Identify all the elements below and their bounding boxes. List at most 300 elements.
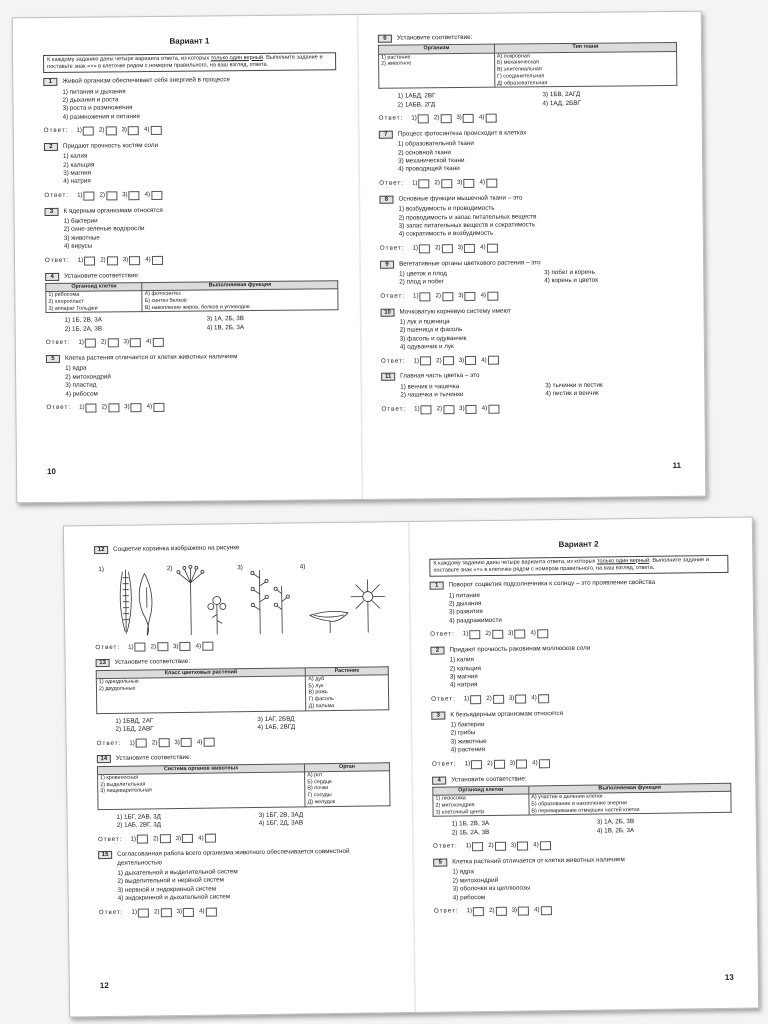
answer-label: Ответ:	[46, 404, 72, 412]
answer-option-text: 4) натрия	[449, 681, 478, 689]
answer-checkbox[interactable]	[463, 179, 474, 188]
answer-option-text: 1) 1БГ, 2АВ, 3Д	[116, 812, 161, 821]
answer-option	[481, 291, 499, 300]
answer-checkbox[interactable]	[469, 630, 480, 639]
answer-checkbox[interactable]	[421, 405, 432, 414]
answer-checkbox[interactable]	[465, 292, 476, 301]
task-5	[46, 352, 340, 413]
answer-option	[151, 643, 169, 652]
answer-option	[99, 126, 117, 135]
answer-checkbox[interactable]	[463, 114, 474, 123]
answer-checkbox[interactable]	[443, 405, 454, 414]
answer-option	[124, 403, 142, 412]
answer-option-number: 3)	[121, 126, 128, 134]
answer-checkbox[interactable]	[161, 908, 172, 917]
task-9	[380, 258, 679, 302]
answer-option	[76, 126, 94, 135]
task-number: 10	[380, 308, 394, 316]
answer-option-text: 1) питания	[448, 591, 480, 600]
answer-checkbox[interactable]	[470, 695, 481, 704]
answer-checkbox[interactable]	[129, 191, 140, 200]
table-item: В) эпителиальная	[496, 66, 542, 73]
answer-checkbox[interactable]	[486, 178, 497, 187]
right-column	[305, 771, 390, 807]
task-number: 12	[94, 546, 108, 554]
answer-label: Ответ:	[96, 739, 122, 747]
answer-label: Ответ:	[97, 835, 123, 843]
answer-option-text: 3) животные	[63, 234, 100, 242]
answer-checkbox[interactable]	[494, 759, 505, 768]
table-item: В) почки	[307, 785, 329, 792]
figure-label: 1)	[98, 566, 105, 574]
answer-option	[199, 907, 217, 916]
column-header: Класс цветковых растений	[96, 668, 306, 679]
answer-option-number: 2)	[487, 759, 493, 767]
answer-option-number: 1)	[414, 405, 420, 413]
answer-option-number: 2)	[99, 191, 106, 199]
answer-option-text: 1) венчик и чашечка	[400, 382, 460, 391]
page-11	[358, 12, 708, 499]
column-header: Растение	[306, 667, 389, 676]
answer-option-number: 2)	[436, 405, 443, 413]
column-header: Органоид клетки	[46, 282, 142, 291]
answer-checkbox[interactable]	[128, 126, 139, 135]
answer-option-number: 4)	[199, 907, 205, 915]
answer-checkbox[interactable]	[83, 126, 94, 135]
answer-checkbox[interactable]	[495, 842, 506, 851]
task-question: Придают прочность раковинам моллюсков соли	[449, 644, 591, 654]
answer-option	[534, 906, 552, 915]
answer-checkbox[interactable]	[418, 179, 429, 188]
answer-option-text: 3) тычинки и пестик	[545, 381, 603, 390]
answer-options	[431, 718, 730, 755]
answer-checkbox[interactable]	[420, 357, 431, 366]
task-header	[46, 352, 339, 363]
answer-option	[510, 759, 528, 768]
answer-option-number: 4)	[530, 629, 537, 637]
answer-checkbox[interactable]	[84, 256, 95, 265]
answer-row	[44, 189, 337, 201]
answer-option-number: 4)	[481, 356, 487, 364]
answer-option	[100, 256, 118, 265]
answer-label: Ответ:	[44, 256, 70, 264]
task-number: 5	[46, 355, 60, 363]
answer-option-text: 2) 1БД, 2АВГ	[115, 725, 154, 733]
task-number: 6	[378, 35, 392, 43]
answer-checkbox[interactable]	[473, 907, 484, 916]
table-item: Д) образовательная	[497, 79, 548, 87]
answer-option-text: 4) рибосом	[452, 893, 486, 901]
answer-label: Ответ:	[432, 842, 458, 851]
answer-row	[97, 736, 390, 749]
answer-checkbox[interactable]	[471, 760, 482, 769]
answer-option-number: 1)	[462, 630, 469, 638]
answer-checkbox[interactable]	[442, 292, 453, 301]
answer-option	[147, 403, 165, 412]
task-11	[381, 370, 680, 414]
answer-option-number: 4)	[144, 191, 151, 199]
answer-option	[459, 356, 477, 365]
answer-option	[465, 760, 483, 769]
answer-options	[96, 714, 389, 735]
answer-option-number: 1)	[411, 114, 417, 122]
answer-checkbox[interactable]	[537, 629, 548, 638]
answer-option-text: 3) 1А, 2Б, 3В	[206, 315, 245, 323]
answer-option	[78, 339, 96, 348]
answer-option	[508, 629, 526, 638]
answer-option-number: 3)	[122, 191, 128, 199]
instruction-text: К каждому заданию даны четыре варианта ответа, из которых	[47, 55, 211, 63]
answer-option	[464, 695, 482, 704]
answer-checkbox[interactable]	[157, 643, 168, 652]
answer-option	[122, 191, 140, 200]
task-number: 9	[380, 260, 394, 268]
answer-checkbox[interactable]	[206, 907, 217, 916]
table-item: Г) фасоль	[308, 696, 334, 703]
answer-checkbox[interactable]	[131, 403, 142, 412]
answer-checkbox[interactable]	[464, 243, 475, 252]
answer-options	[381, 381, 680, 401]
answer-option-number: 1)	[465, 842, 472, 850]
answer-option	[123, 338, 141, 347]
answer-option-number: 2)	[101, 403, 108, 411]
answer-option-text: 3) магния	[449, 673, 478, 681]
answer-checkbox[interactable]	[488, 356, 499, 365]
answer-checkbox[interactable]	[440, 114, 451, 123]
answer-checkbox[interactable]	[107, 256, 118, 265]
answer-option-number: 2)	[150, 643, 157, 651]
answer-row	[46, 401, 339, 413]
answer-checkbox[interactable]	[541, 906, 552, 915]
answer-checkbox[interactable]	[487, 291, 498, 300]
answer-label: Ответ:	[43, 127, 69, 135]
answer-options	[98, 810, 391, 831]
answer-checkbox[interactable]	[466, 404, 477, 413]
table-item: 2) животное	[381, 60, 412, 68]
task-header	[379, 128, 678, 139]
answer-label: Ответ:	[381, 405, 407, 413]
answer-options	[380, 268, 679, 288]
answer-option-number: 3)	[175, 834, 182, 842]
answer-checkbox[interactable]	[514, 629, 525, 638]
answer-options	[46, 363, 339, 399]
answer-option-number: 3)	[458, 292, 464, 300]
answer-checkbox[interactable]	[487, 243, 498, 252]
answer-checkbox[interactable]	[203, 738, 214, 747]
answer-checkbox[interactable]	[418, 114, 429, 123]
answer-checkbox[interactable]	[488, 404, 499, 413]
answer-option-number: 1)	[78, 339, 85, 347]
figure-3[interactable]	[237, 564, 296, 637]
answer-option-text: 4) рибосом	[65, 390, 98, 398]
answer-checkbox[interactable]	[517, 842, 528, 851]
answer-option-text: 3) 1БГ, 2В, 3АД	[258, 811, 304, 819]
answer-checkbox[interactable]	[108, 403, 119, 412]
answer-option-number: 4)	[480, 243, 486, 251]
answer-checkbox[interactable]	[538, 694, 549, 703]
figure-1[interactable]	[98, 566, 163, 639]
answer-option	[176, 834, 194, 843]
answer-option-text: 3) животные	[450, 737, 487, 746]
task-14	[97, 752, 391, 845]
table-item: 1) лизосома	[435, 795, 466, 802]
answer-checkbox[interactable]	[485, 114, 496, 123]
answer-row	[380, 242, 679, 254]
answer-checkbox[interactable]	[472, 842, 483, 851]
answer-row	[95, 640, 388, 653]
answer-option-text: 2) плод и побег	[399, 278, 445, 286]
answer-option-text: 4) натрия	[63, 177, 91, 186]
answer-row	[99, 905, 392, 918]
answer-option	[152, 739, 170, 748]
answer-row	[379, 177, 678, 189]
answer-option-text: 1) 1АБД, 2ВГ	[397, 92, 436, 100]
page-13	[409, 517, 760, 1011]
task-question: Вегетативные органы цветкового растения – это	[399, 258, 541, 268]
figure-2[interactable]	[167, 565, 234, 638]
answer-option-text: 4) корень и цветок	[544, 277, 598, 285]
answer-option-text: 3) развития	[448, 608, 483, 616]
answer-checkbox[interactable]	[86, 403, 97, 412]
figure-label: 2)	[166, 565, 173, 573]
answer-row	[432, 756, 731, 769]
answer-option	[413, 244, 431, 253]
page-number: 10	[47, 467, 56, 477]
answer-checkbox[interactable]	[518, 906, 529, 915]
answer-checkbox[interactable]	[107, 338, 118, 347]
answer-option	[129, 739, 147, 748]
task-question: Установите соответствие:	[64, 271, 140, 280]
answer-option	[466, 842, 484, 851]
answer-option	[435, 244, 453, 253]
table-item: 2) хлоропласт	[48, 298, 84, 305]
answer-label: Ответ:	[44, 191, 70, 200]
answer-checkbox[interactable]	[492, 630, 503, 639]
table-item: А) участие в делении клетки	[531, 793, 603, 801]
task-6	[378, 32, 678, 124]
answer-option	[533, 841, 551, 850]
figure-label: 3)	[237, 564, 243, 572]
answer-label: Ответ:	[430, 630, 455, 639]
answer-checkbox[interactable]	[516, 759, 527, 768]
table-item: 3) аппарат Гольджи	[48, 305, 98, 312]
answer-option-text: 1) питания и дыхания	[62, 87, 126, 96]
answer-option-number: 2)	[151, 739, 158, 747]
task-question: К ядерным организмам относятся	[63, 206, 163, 215]
page-number: 13	[724, 973, 734, 983]
answer-row	[381, 354, 680, 366]
answer-option-text: 1) возбудимость и проводимость	[398, 204, 495, 213]
page-10	[13, 15, 363, 502]
answer-checkbox[interactable]	[160, 835, 171, 844]
answer-checkbox[interactable]	[137, 835, 148, 844]
answer-option-number: 1)	[466, 907, 473, 915]
answer-option-text: 1) 1БВД, 2АГ	[115, 717, 154, 725]
answer-option-number: 4)	[145, 338, 152, 346]
answer-option-text: 2) чашечка и тычинки	[400, 391, 464, 399]
answer-option	[145, 191, 163, 200]
answer-option-number: 4)	[196, 738, 203, 746]
answer-checkbox[interactable]	[515, 694, 526, 703]
answer-checkbox[interactable]	[540, 841, 551, 850]
answer-checkbox[interactable]	[84, 191, 95, 200]
answer-option-number: 4)	[531, 694, 537, 702]
answer-option-text: 1) дыхательной и выделительной систем	[117, 868, 238, 877]
answer-label: Ответ:	[380, 292, 406, 300]
answer-option-number: 1)	[463, 695, 470, 703]
answer-option	[458, 292, 476, 301]
answer-option-text: 3) механической ткани	[398, 157, 465, 165]
answer-checkbox[interactable]	[136, 739, 147, 748]
answer-checkbox[interactable]	[182, 834, 193, 843]
task-question: Установите соответствие:	[451, 775, 527, 784]
answer-label: Ответ:	[379, 244, 405, 252]
task-12	[94, 542, 388, 652]
answer-option-number: 1)	[412, 244, 419, 252]
answer-option-text: 1) бактерии	[450, 721, 485, 729]
answer-checkbox[interactable]	[205, 834, 216, 843]
task-question: Клетка растений отличается от клетки животных наличием	[452, 856, 625, 866]
answer-option	[198, 834, 216, 843]
answer-checkbox[interactable]	[419, 244, 430, 253]
answer-checkbox[interactable]	[441, 179, 452, 188]
task-question: Поворот соцветия подсолнечника к солнцу – это проявление свойства	[448, 578, 656, 589]
table-item: В) накопление жиров, белков и углеводов	[144, 303, 250, 311]
answer-checkbox[interactable]	[496, 907, 507, 916]
task-question: Установите соответствие:	[115, 754, 192, 763]
answer-label: Ответ:	[45, 339, 71, 347]
figure-4[interactable]	[300, 563, 389, 636]
answer-checkbox[interactable]	[202, 642, 213, 651]
table-item: А) фотосинтез	[144, 290, 181, 298]
answer-row	[381, 402, 680, 414]
answer-option-text: 4) пестик и венчик	[545, 389, 599, 398]
answer-checkbox[interactable]	[153, 403, 164, 412]
answer-option-number: 4)	[143, 126, 150, 134]
answer-option	[436, 357, 454, 366]
answer-checkbox[interactable]	[539, 759, 550, 768]
task-question: Живой организм обеспечивает себя энергией в процессе	[62, 76, 231, 85]
answer-checkbox[interactable]	[85, 339, 96, 348]
table-item: А) покровная	[496, 52, 530, 60]
answer-checkbox[interactable]	[151, 191, 162, 200]
answer-option-number: 4)	[146, 403, 153, 411]
matching-table	[96, 666, 390, 714]
answer-option-number: 2)	[433, 114, 440, 122]
answer-option	[197, 738, 215, 747]
answer-option-number: 4)	[145, 255, 151, 263]
answer-checkbox[interactable]	[129, 256, 140, 265]
matching-table	[45, 280, 338, 313]
answer-option-number: 4)	[481, 404, 488, 412]
answer-checkbox[interactable]	[442, 244, 453, 253]
answer-checkbox[interactable]	[465, 356, 476, 365]
answer-checkbox[interactable]	[152, 255, 163, 264]
answer-checkbox[interactable]	[181, 738, 192, 747]
task-header	[378, 32, 677, 43]
answer-option-text: 3) 1А, 2Б, 3В	[596, 818, 635, 826]
answer-option-number: 1)	[130, 835, 137, 843]
answer-option-text: 3) 1БВ, 2АГД	[542, 91, 581, 99]
answer-option-text: 4) вирусы	[63, 242, 93, 251]
book-spread-top	[12, 11, 707, 504]
task-number: 1	[43, 78, 57, 86]
answer-option-text: 2) митохондрий	[452, 876, 499, 885]
answer-row	[433, 839, 732, 852]
answer-option-text: 3) 1АГ, 2БВД	[257, 715, 295, 723]
answer-checkbox[interactable]	[106, 191, 117, 200]
task-header	[380, 306, 679, 317]
task-number: 5	[433, 859, 447, 867]
inflorescence-figures	[94, 557, 388, 639]
answer-checkbox[interactable]	[105, 126, 116, 135]
answer-options	[381, 316, 680, 352]
task-number: 7	[379, 131, 393, 139]
answer-checkbox[interactable]	[493, 695, 504, 704]
answer-option-number: 2)	[436, 357, 442, 365]
answer-checkbox[interactable]	[150, 126, 161, 135]
answer-option-number: 1)	[131, 908, 138, 916]
answer-checkbox[interactable]	[152, 338, 163, 347]
variant-2-title: Вариант 2	[558, 539, 599, 550]
answer-checkbox[interactable]	[180, 642, 191, 651]
answer-option-text: 2) 1Б, 2А, 3В	[451, 828, 490, 837]
table-item: Д) желудок	[307, 798, 336, 806]
answer-checkbox[interactable]	[138, 908, 149, 917]
answer-option	[466, 907, 484, 916]
answer-checkbox[interactable]	[420, 292, 431, 301]
answer-checkbox[interactable]	[158, 739, 169, 748]
table-item: 1) кровеносная	[100, 774, 139, 781]
answer-checkbox[interactable]	[183, 907, 194, 916]
answer-option	[78, 256, 96, 265]
answer-checkbox[interactable]	[443, 357, 454, 366]
answer-option-text: 4) размножения и питания	[62, 112, 140, 121]
answer-checkbox[interactable]	[135, 643, 146, 652]
answer-checkbox[interactable]	[130, 338, 141, 347]
task-10	[380, 306, 680, 367]
answer-option	[436, 292, 454, 301]
answer-option-number: 1)	[77, 191, 83, 199]
answer-option	[485, 630, 503, 639]
task-v2-3	[431, 708, 731, 770]
answer-option-text: 1) лук и пшеница	[399, 318, 450, 326]
answer-row	[98, 832, 391, 845]
answer-option-text: 2) митохондрий	[65, 373, 111, 381]
answer-option-number: 4)	[532, 759, 538, 767]
task-3	[45, 205, 339, 266]
answer-option-number: 4)	[480, 291, 487, 299]
task-header	[381, 370, 680, 381]
answer-option	[174, 738, 192, 747]
answer-option-text: 3) магния	[63, 169, 92, 177]
answer-option	[434, 114, 452, 123]
answer-options	[379, 138, 678, 174]
answer-option-text: 2) выделительной и нервной систем	[117, 876, 224, 886]
answer-option	[479, 114, 497, 123]
right-column	[142, 289, 338, 312]
answer-option-text: 2) 1АБ, 2ВГ, 3Д	[116, 821, 162, 829]
answer-option	[532, 759, 550, 768]
answer-option-text: 3) пластид	[65, 381, 97, 389]
answer-option-number: 1)	[412, 292, 419, 300]
task-number: 2	[430, 647, 444, 655]
column-header: Органоид клетки	[433, 786, 529, 795]
table-item: 2) митохондрия	[435, 802, 475, 809]
answer-row	[380, 290, 679, 302]
table-item: Б) синтез белков	[144, 297, 187, 304]
table-item: Б) сердце	[307, 778, 332, 786]
